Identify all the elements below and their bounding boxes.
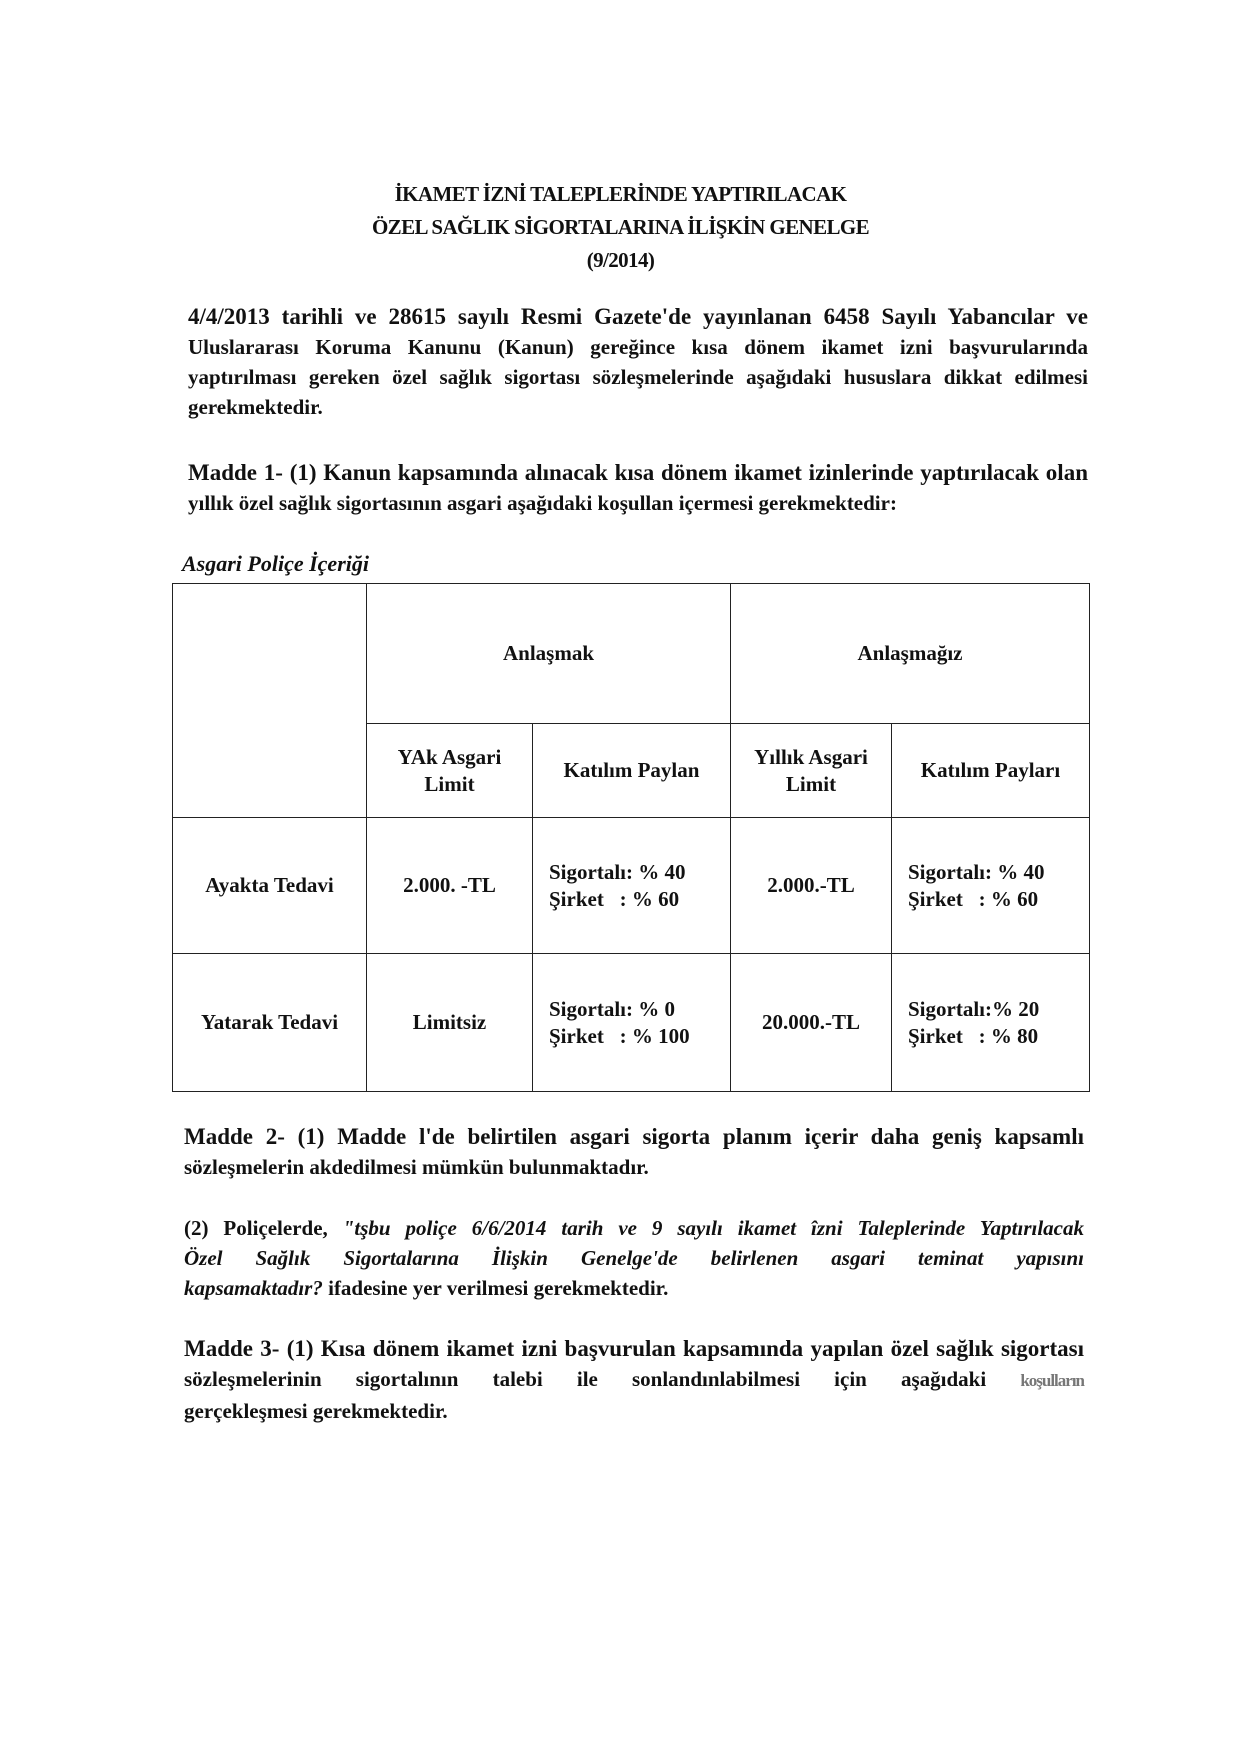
share-line-company: Şirket : % 60 (549, 886, 680, 911)
share-cell (892, 818, 1090, 954)
madde-2-clause-2-paragraph (184, 1213, 1084, 1303)
madde-1-line-2: yıllık özel sağlık sigortasının asgari aşağıdaki koşullan içermesi gerekmektedir: (188, 491, 897, 515)
madde-2b-prefix: (2) Poliçelerde, (184, 1216, 343, 1240)
row-label: Yatarak Tedavi (173, 954, 367, 1092)
share-cell (533, 954, 731, 1092)
intro-paragraph (188, 302, 1088, 422)
share-line-company: Şirket : % 60 (908, 886, 1039, 911)
col-header-limit-1-line-1: YAk Asgari (397, 744, 502, 769)
limit-cell: Limitsiz (367, 954, 533, 1092)
intro-line-4: gerekmektedir. (188, 395, 323, 419)
limit-cell: 2.000. -TL (367, 818, 533, 954)
limit-cell: 20.000.-TL (731, 954, 892, 1092)
madde-2b-quote-2: Özel Sağlık Sigortalarına İlişkin Genelge'de belirlenen asgari teminat yapısını (184, 1246, 1084, 1270)
madde-2b-line-3 (184, 1273, 1084, 1303)
madde-3-paragraph (184, 1334, 1084, 1426)
madde-2b-line-1 (184, 1213, 1084, 1243)
title-line-1: İKAMET İZNİ TALEPLERİNDE YAPTIRILACAK (394, 182, 847, 206)
col-header-limit-2-line-2: Limit (785, 771, 837, 796)
madde-1-paragraph (188, 458, 1088, 518)
table-row (173, 818, 1090, 954)
document-title (0, 178, 1241, 277)
table-caption: Asgari Poliçe İçeriği (182, 551, 369, 576)
share-cell (533, 818, 731, 954)
group-header-anlasmali: Anlaşmak (367, 584, 731, 724)
madde-3-line-2-text: sözleşmelerinin sigortalının talebi ile sonlandınlabilmesi için aşağıdaki (184, 1367, 987, 1391)
col-header-limit-1-line-2: Limit (424, 771, 475, 796)
madde-2-line-1: Madde 2- (1) Madde l'de belirtilen asgari sigorta planım içerir daha geniş kapsamlı (184, 1124, 1084, 1149)
table-corner-cell (173, 584, 367, 818)
intro-line-3: yaptırılması gereken özel sağlık sigortası sözleşmelerinde aşağıdaki hususlara dikkat edilmesi (188, 365, 1088, 389)
title-line-3: (9/2014) (586, 248, 655, 272)
madde-3-faded-word: koşulların (1020, 1371, 1085, 1390)
share-line-insured: Sigortalı: % 40 (549, 859, 686, 884)
madde-2-paragraph (184, 1122, 1084, 1182)
share-cell (892, 954, 1090, 1092)
title-line-2: ÖZEL SAĞLIK SİGORTALARINA İLİŞKİN GENELGE (371, 215, 870, 239)
madde-3-line-3: gerçekleşmesi gerekmektedir. (184, 1399, 448, 1423)
table-row (173, 954, 1090, 1092)
share-line-insured: Sigortalı: % 40 (908, 859, 1045, 884)
limit-cell: 2.000.-TL (731, 818, 892, 954)
col-header-share-2: Katılım Payları (892, 724, 1090, 818)
madde-2b-quote-3: kapsamaktadır? (184, 1276, 323, 1300)
row-label: Ayakta Tedavi (173, 818, 367, 954)
madde-2-line-2: sözleşmelerin akdedilmesi mümkün bulunmaktadır. (184, 1155, 649, 1179)
policy-table (172, 583, 1090, 1092)
share-line-company: Şirket : % 80 (908, 1023, 1039, 1048)
col-header-limit-1 (367, 724, 533, 818)
madde-3-line-1: Madde 3- (1) Kısa dönem ikamet izni başvurulan kapsamında yapılan özel sağlık sigortası (184, 1336, 1084, 1361)
madde-2b-suffix: ifadesine yer verilmesi gerekmektedir. (322, 1276, 669, 1300)
madde-2b-line-2 (184, 1243, 1084, 1273)
col-header-share-1: Katılım Paylan (533, 724, 731, 818)
share-line-insured: Sigortalı:% 20 (908, 996, 1040, 1021)
madde-1-line-1: Madde 1- (1) Kanun kapsamında alınacak kısa dönem ikamet izinlerinde yaptırılacak olan (188, 460, 1088, 485)
group-header-anlasmasiz: Anlaşmağız (731, 584, 1090, 724)
col-header-limit-2-line-1: Yıllık Asgari (754, 744, 868, 769)
madde-2b-quote-1: "tşbu poliçe 6/6/2014 tarih ve 9 sayılı ikamet îzni Taleplerinde Yaptırılacak (342, 1216, 1084, 1240)
share-line-insured: Sigortalı: % 0 (549, 996, 675, 1021)
intro-line-1: 4/4/2013 tarihli ve 28615 sayılı Resmi Gazete'de yayınlanan 6458 Sayılı Yabancılar ve (188, 304, 1088, 329)
col-header-limit-2 (731, 724, 892, 818)
intro-line-2: Uluslararası Koruma Kanunu (Kanun) gereğince kısa dönem ikamet izni başvurularında (188, 335, 1088, 359)
madde-3-line-2 (184, 1364, 1084, 1396)
share-line-company: Şirket : % 100 (549, 1023, 690, 1048)
